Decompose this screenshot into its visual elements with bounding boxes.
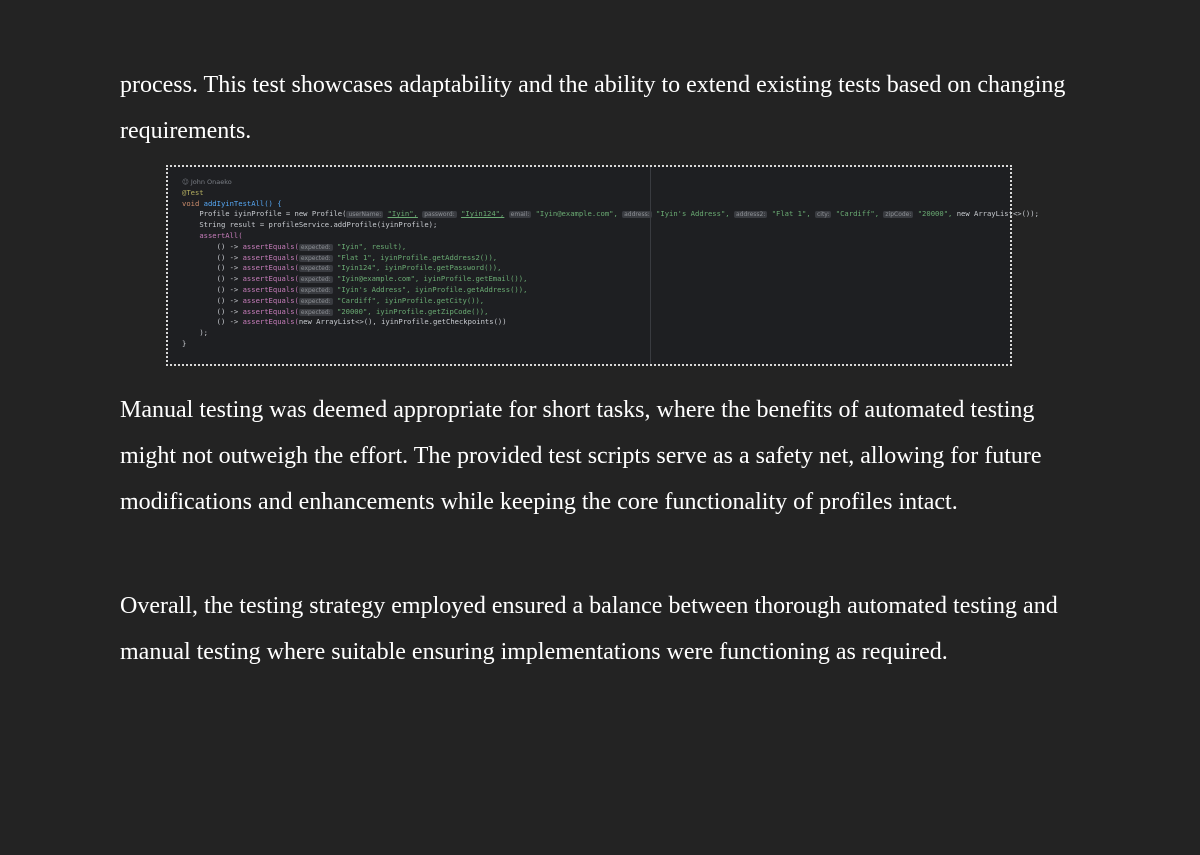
code-assert-all: assertAll(	[199, 230, 243, 240]
code-close-paren: );	[199, 328, 208, 338]
code-assert-line: () -> assertEquals( expected: "Flat 1", iyinProfile.getAddress2()),	[216, 252, 498, 262]
code-profile-declaration: Profile iyinProfile = new Profile( userName: "Iyin", password: "Iyin124", email: "Iyin@example.com", address: "Iyin's Address", address2: "Flat 1", city: "Cardiff", zipCode: "20000", new ArrayList<>());	[199, 209, 1039, 219]
code-assert-line: () -> assertEquals( expected: "20000", iyinProfile.getZipCode()),	[216, 306, 489, 316]
paragraph-manual-testing: Manual testing was deemed appropriate for short tasks, where the benefits of automated testing might not outweigh the effort. The provided test scripts serve as a safety net, allowing for future modifications and enhancements while keeping the core functionality of profiles intact.	[120, 397, 1042, 515]
code-method-signature: void addIyinTestAll() {	[182, 198, 282, 208]
code-assert-line: () -> assertEquals( expected: "Iyin124", iyinProfile.getPassword()),	[216, 263, 502, 273]
editor-gutter-divider	[650, 167, 651, 364]
code-screenshot	[168, 167, 1039, 364]
code-assert-line: () -> assertEquals( expected: "Iyin", result),	[216, 241, 407, 251]
code-result-line: String result = profileService.addProfile(iyinProfile);	[199, 220, 438, 230]
code-author-line: ☺ John Onaeko	[182, 178, 232, 186]
paragraph-intro: process. This test showcases adaptability and the ability to extend existing tests based on changing requirements.	[120, 72, 1066, 144]
code-close-brace: }	[182, 338, 187, 348]
code-assert-line: () -> assertEquals(new ArrayList<>(), iyinProfile.getCheckpoints())	[216, 317, 507, 327]
code-annotation: @Test	[182, 187, 204, 197]
code-assert-line: () -> assertEquals( expected: "Cardiff", iyinProfile.getCity()),	[216, 295, 485, 305]
code-assert-line: () -> assertEquals( expected: "Iyin's Address", iyinProfile.getAddress()),	[216, 284, 528, 294]
paragraph-overall: Overall, the testing strategy employed ensured a balance between thorough automated testing and manual testing where suitable ensuring implementations were functioning as required.	[120, 593, 1058, 665]
code-assert-lines	[182, 242, 1010, 328]
code-assert-line: () -> assertEquals( expected: "Iyin@example.com", iyinProfile.getEmail()),	[216, 274, 528, 284]
